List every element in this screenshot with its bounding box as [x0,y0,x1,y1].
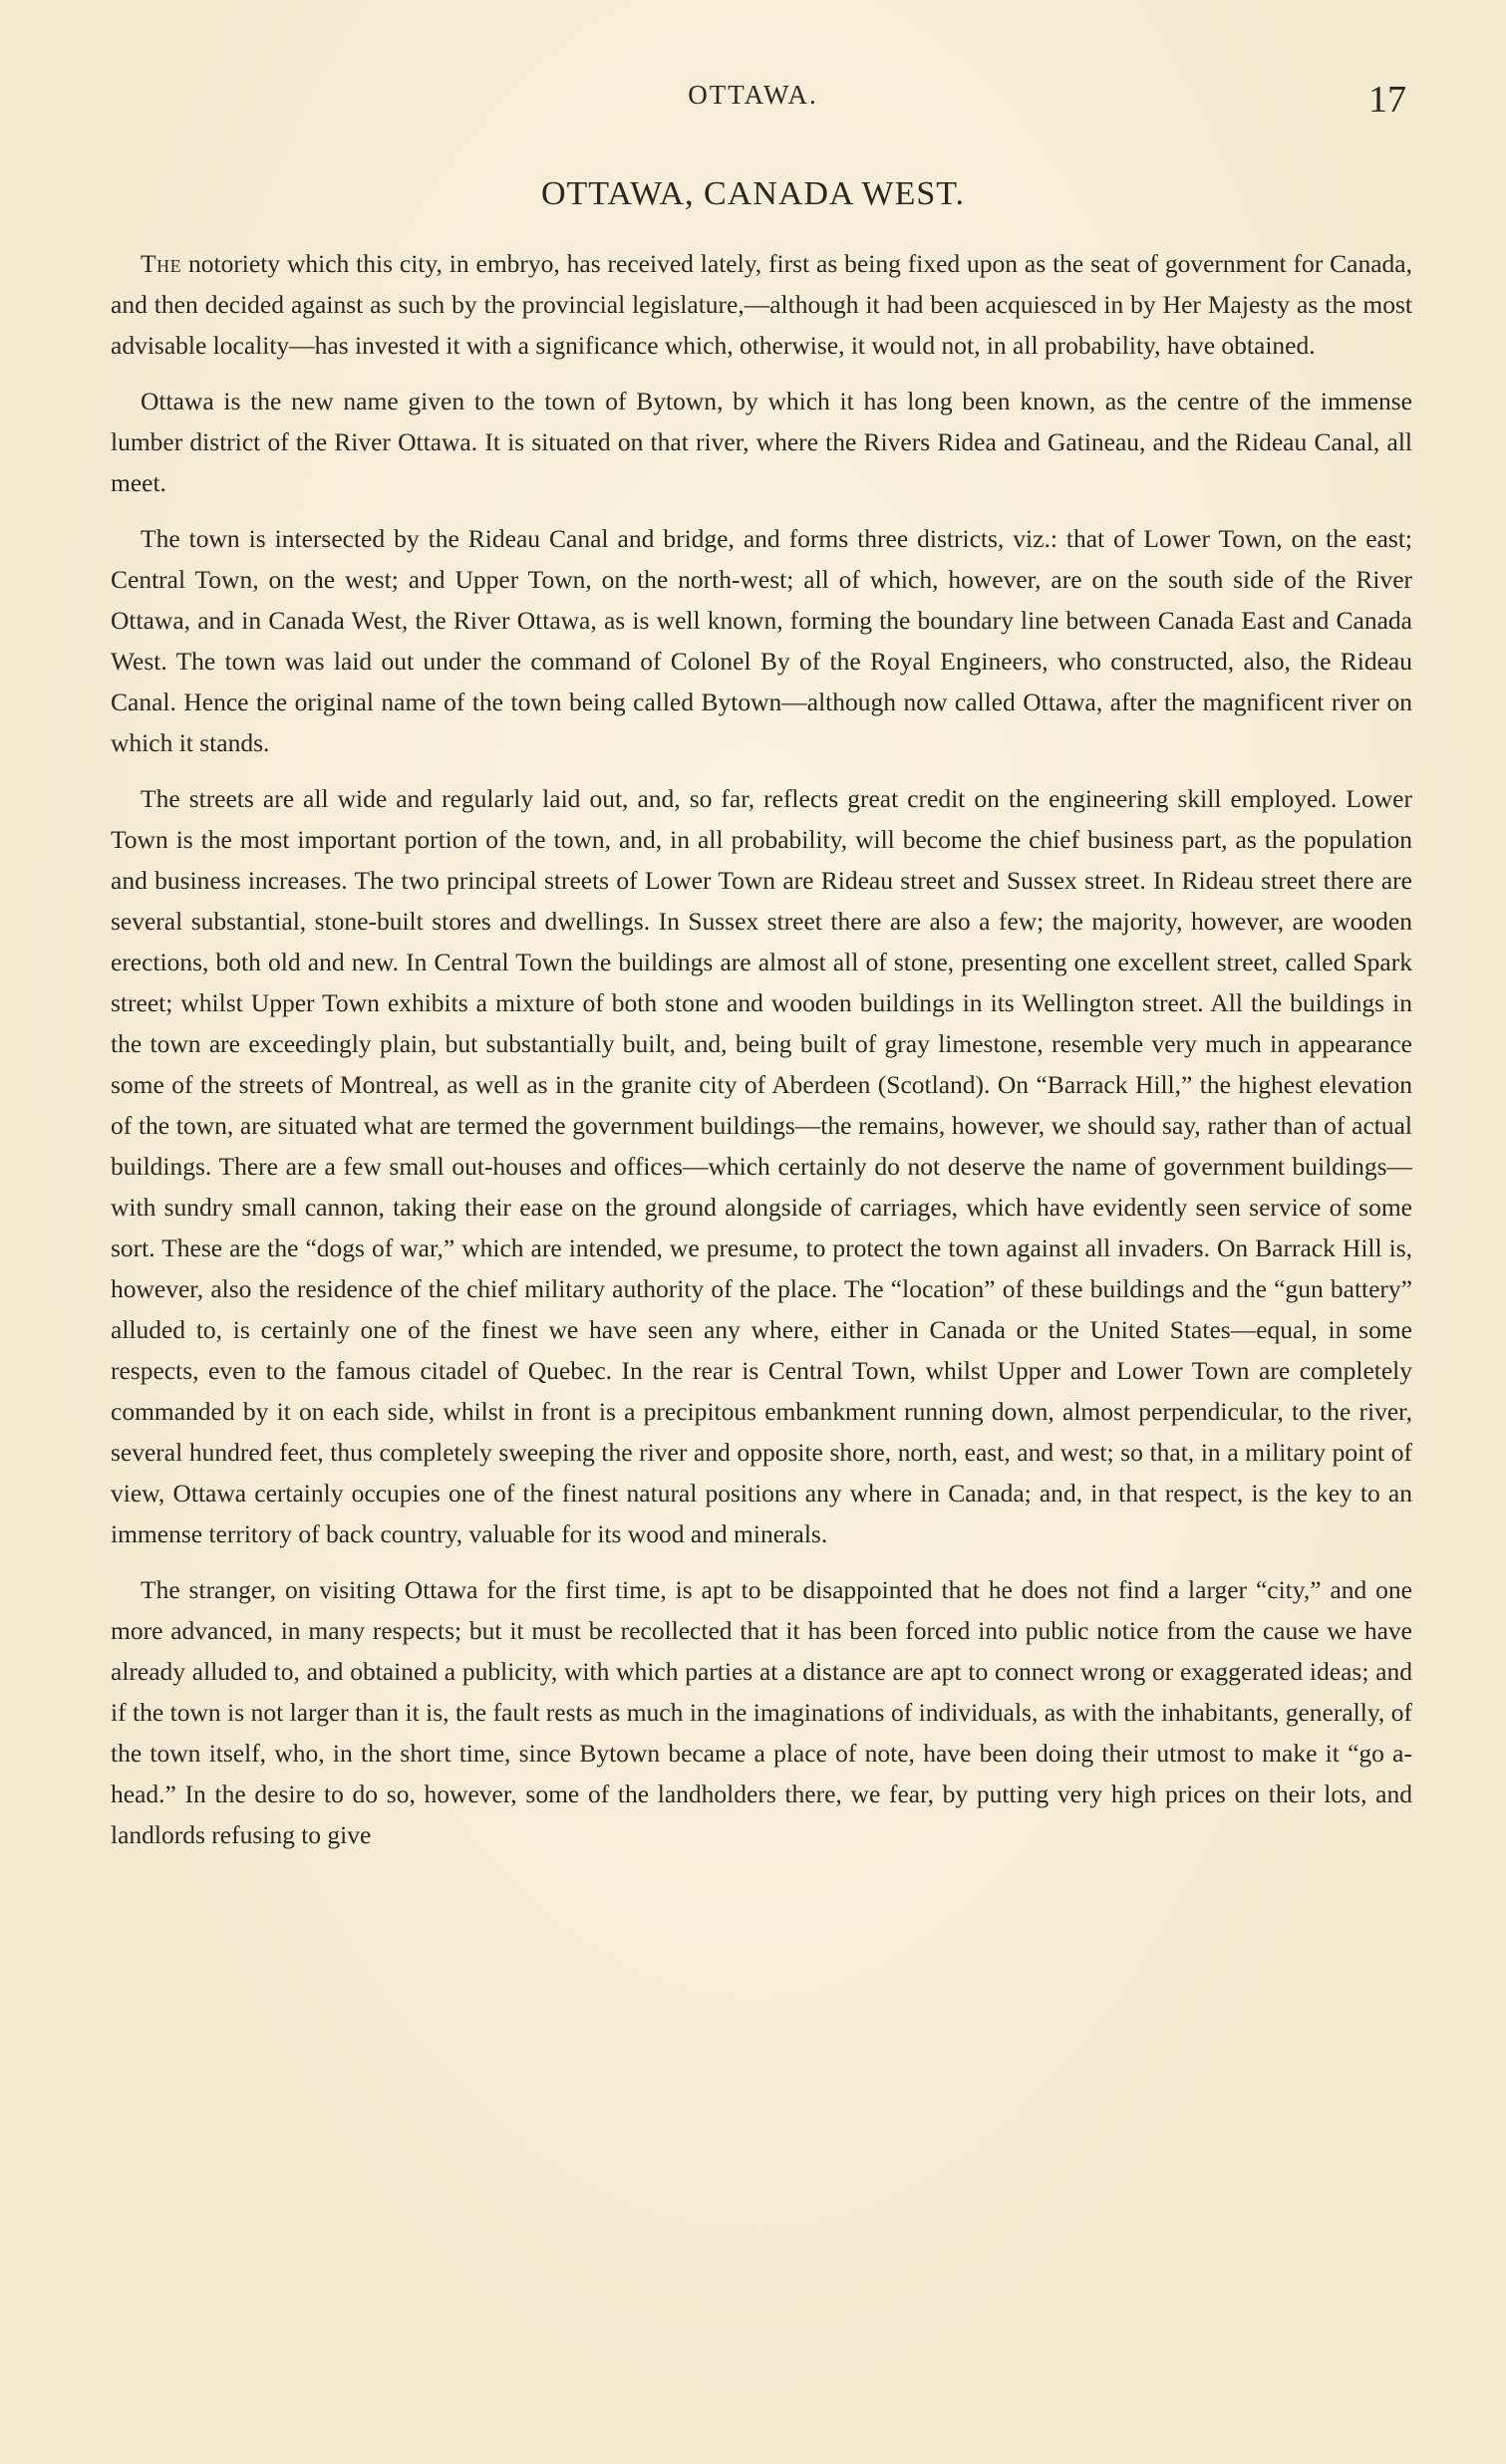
paragraph-lead-in: The [141,249,182,278]
paragraph-text: The streets are all wide and regularly laid out, and, so far, reflects great credit on the engineering skill employed. Lower Town is the most important portion of the town, and, in all probability, will become the chief business part, as the population and business increases. The two principal streets of Lower Town are Rideau street and Sussex street. In Rideau street there are several substantial, stone-built stores and dwellings. In Sussex street there are also a few; the majority, however, are wooden erections, both old and new. In Central Town the buildings are almost all of stone, presenting one excellent street, called Spark street; whilst Upper Town exhibits a mixture of both stone and wooden buildings in its Wellington street. All the buildings in the town are exceedingly plain, but substantially built, and, being built of gray limestone, resemble very much in appearance some of the streets of Montreal, as well as in the granite city of Aberdeen (Scotland). On “Barrack Hill,” the highest elevation of the town, are situated what are termed the government buildings—the remains, however, we should say, rather than of actual buildings. There are a few small out-houses and offices—which certainly do not deserve the name of government buildings—with sundry small cannon, taking their ease on the ground alongside of carriages, which have evidently seen service of some sort. These are the “dogs of war,” which are intended, we presume, to protect the town against all invaders. On Barrack Hill is, however, also the residence of the chief military authority of the place. The “location” of these buildings and the “gun battery” alluded to, is certainly one of the finest we have seen any where, either in Canada or the United States—equal, in some respects, even to the famous citadel of Quebec. In the rear is Central Town, whilst Upper and Lower Town are completely commanded by it on each side, whilst in front is a precipitous embankment running down, almost perpendicular, to the river, several hundred feet, thus completely sweeping the river and opposite shore, north, east, and west; so that, in a military point of view, Ottawa certainly occupies one of the finest natural positions any where in Canada; and, in that respect, is the key to an immense territory of back country, valuable for its wood and minerals. [111,784,1412,1548]
paragraph-1 [111,243,1412,366]
running-head [0,78,1506,128]
paragraph-text: The stranger, on visiting Ottawa for the first time, is apt to be disappointed that he does not find a larger “city,” and one more advanced, in many respects; but it must be recollected that it has been forced into public notice from the cause we have already alluded to, and obtained a publicity, with which parties at a distance are apt to connect wrong or exaggerated ideas; and if the town is not larger than it is, the fault rests as much in the imaginations of individuals, as with the inhabitants, generally, of the town itself, who, in the short time, since Bytown became a place of note, have been doing their utmost to make it “go a-head.” In the desire to do so, however, some of the landholders there, we fear, by putting very high prices on their lots, and landlords refusing to give [111,1575,1412,1849]
paragraph-text: The town is intersected by the Rideau Canal and bridge, and forms three districts, viz.: that of Lower Town, on the east; Central Town, on the west; and Upper Town, on the north-west; all of which, however, are on the south side of the River Ottawa, and in Canada West, the River Ottawa, as is well known, forming the boundary line between Canada East and Canada West. The town was laid out under the command of Colonel By of the Royal Engineers, who constructed, also, the Rideau Canal. Hence the original name of the town being called Bytown—although now called Ottawa, after the magnificent river on which it stands. [111,524,1412,757]
paragraph-4 [111,778,1412,1554]
paragraph-5 [111,1569,1412,1855]
paragraph-3 [111,518,1412,763]
running-head-title: OTTAWA. [688,80,818,110]
paragraph-text: notoriety which this city, in embryo, has received lately, first as being fixed upon as the seat of government for Canada, and then decided against as such by the provincial legislature,—although it had been acquiesced in by Her Majesty as the most advisable locality—has invested it with a significance which, otherwise, it would not, in all probability, have obtained. [111,249,1412,360]
page-number: 17 [1368,79,1406,121]
article-title: OTTAWA, CANADA WEST. [540,175,966,212]
article-body [111,243,1412,1855]
paragraph-2 [111,381,1412,503]
paragraph-text: Ottawa is the new name given to the town of Bytown, by which it has long been known, as the centre of the immense lumber district of the River Ottawa. It is situated on that river, where the Rivers Ridea and Gatineau, and the Rideau Canal, all meet. [111,387,1412,497]
